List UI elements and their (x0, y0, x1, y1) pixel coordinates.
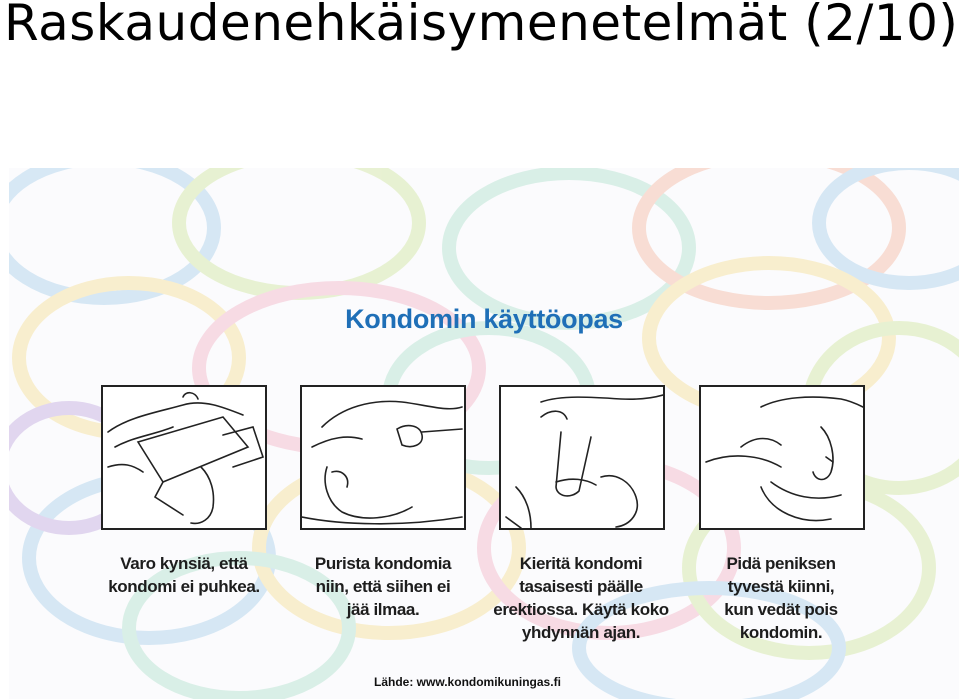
step-2-caption (283, 552, 483, 621)
step-4-caption (681, 552, 881, 644)
caption-line: erektiossa. Käytä koko (493, 600, 669, 619)
step-1-caption (84, 552, 284, 598)
caption-line: yhdynnän ajan. (521, 623, 641, 642)
guide-title: Kondomin käyttöopas (345, 304, 623, 334)
caption-line: Pidä peniksen (726, 554, 836, 573)
source-credit: Lähde: www.kondomikuningas.fi (374, 675, 561, 689)
step-3-caption (481, 552, 681, 644)
caption-line: tyvestä kiinni, (727, 577, 835, 596)
caption-line: Kieritä kondomi (519, 554, 643, 573)
step-2-drawing (300, 385, 466, 530)
caption-line: Varo kynsiä, että (120, 554, 248, 573)
caption-line: kun vedät pois (724, 600, 838, 619)
caption-line: niin, että siihen ei (315, 577, 451, 596)
condom-guide-illustration (9, 168, 959, 699)
slide-title: Raskaudenehkäisymenetelmät (2/10) (4, 0, 959, 52)
caption-line: kondomin. (739, 623, 823, 642)
caption-line: Purista kondomia (314, 554, 452, 573)
caption-line: jää ilmaa. (346, 600, 420, 619)
caption-line: kondomi ei puhkea. (108, 577, 260, 596)
step-3-drawing (499, 385, 665, 530)
caption-line: tasaisesti päälle (519, 577, 643, 596)
step-1-drawing (101, 385, 267, 530)
step-4-drawing (699, 385, 865, 530)
